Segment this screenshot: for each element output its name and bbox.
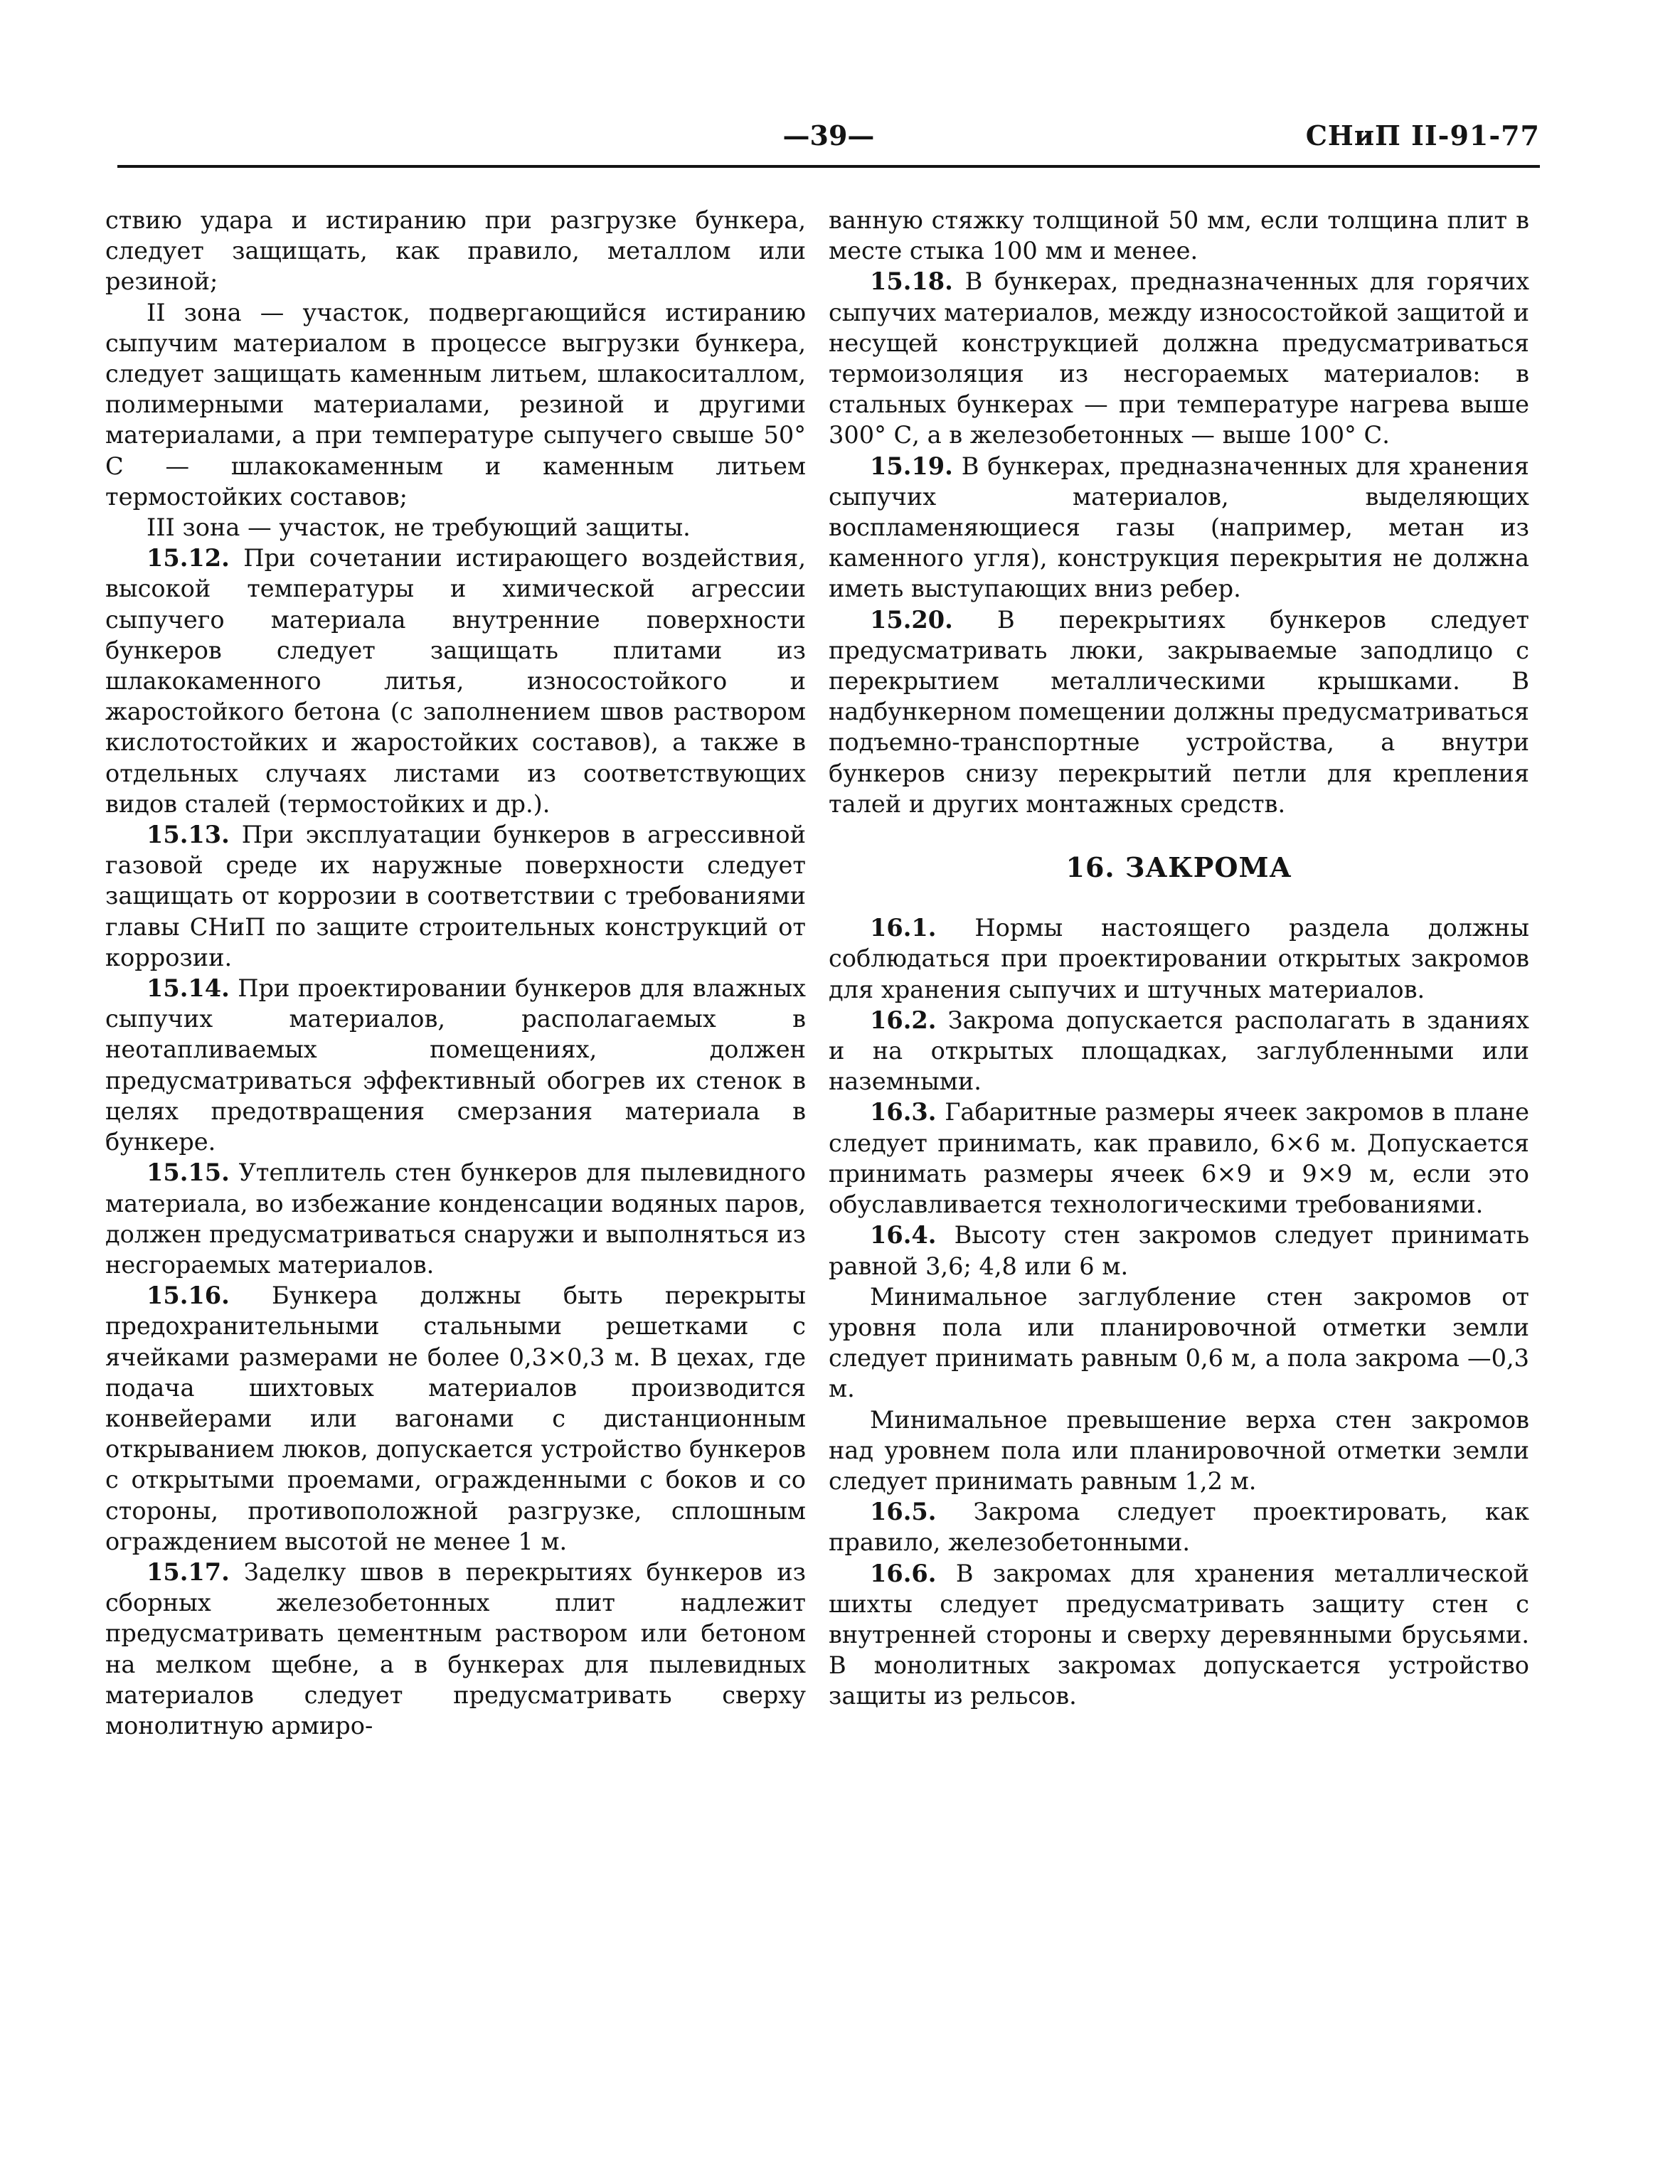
clause-text: Габаритные размеры ячеек закромов в плане следует принимать, как правило, 6×6 м. Допускается принимать размеры ячеек 6×9 и 9×9 м, если это обуславливается технологическими требованиями. bbox=[829, 1098, 1529, 1219]
clause-number: 15.12. bbox=[147, 543, 230, 572]
paragraph: Минимальное заглубление стен закромов от уровня пола или планировочной отметки земли следует принимать равным 0,6 м, а пола закрома —0,3 м. bbox=[829, 1282, 1529, 1403]
clause-number: 15.15. bbox=[147, 1158, 230, 1187]
clause-text: Бункера должны быть перекрыты предохранительными стальными решетками с ячейками размерами не более 0,3×0,3 м. В цехах, где подача шихтовых материалов производится конвейерами или вагонами с дистанционным открыванием люков, допускается устройство бункеров с открытыми проемами, огражденными с боков и со стороны, противоположной разгрузке, сплошным ограждением высотой не менее 1 м. bbox=[105, 1282, 806, 1555]
paragraph: III зона — участок, не требующий защиты. bbox=[147, 513, 691, 542]
clause-text: Заделку швов в перекрытиях бункеров из сборных железобетонных плит надлежит предусматривать цементным раствором или бетоном на мелком щебне, а в бункерах для пылевидных материалов следует предусматривать сверху монолитную армиро- bbox=[105, 1557, 806, 1740]
clause-number: 16.5. bbox=[870, 1497, 937, 1526]
clause-number: 15.18. bbox=[870, 267, 953, 296]
clause-number: 15.19. bbox=[870, 451, 953, 480]
clause-text: Нормы настоящего раздела должны соблюдаться при проектировании открытых закромов для хранения сыпучих и штучных материалов. bbox=[829, 914, 1529, 1003]
clause-15-14 bbox=[105, 973, 806, 1157]
clause-number: 15.16. bbox=[147, 1281, 230, 1310]
clause-15-13 bbox=[105, 819, 806, 973]
clause-16-5 bbox=[829, 1496, 1529, 1557]
clause-15-16 bbox=[105, 1280, 806, 1557]
clause-15-12 bbox=[105, 543, 806, 819]
clause-text: Закрома допускается располагать в зданиях и на открытых площадках, заглубленными или наземными. bbox=[829, 1006, 1529, 1096]
clause-number: 16.6. bbox=[870, 1558, 937, 1587]
clause-text: Высоту стен закромов следует принимать равной 3,6; 4,8 или 6 м. bbox=[829, 1221, 1529, 1280]
clause-16-2 bbox=[829, 1005, 1529, 1097]
clause-text: В бункерах, предназначенных для горячих сыпучих материалов, между износостойкой защитой и несущей конструкцией должна предусматриваться термоизоляция из несгораемых материалов: в стальных бункерах — при температуре нагрева выше 300° С, а в железобетонных — выше 100° С. bbox=[829, 267, 1529, 449]
section-title: 16. ЗАКРОМА bbox=[1065, 851, 1292, 884]
clause-number: 15.20. bbox=[870, 604, 953, 634]
clause-text: В бункерах, предназначенных для хранения сыпучих материалов, выделяющих воспламеняющиеся газы (например, метан из каменного угля), конструкция перекрытия не должна иметь выступающих вниз ребер. bbox=[829, 452, 1529, 603]
clause-text: При эксплуатации бункеров в агрессивной газовой среде их наружные поверхности следует защищать от коррозии в соответствии с требованиями главы СНиП по защите строительных конструкций от коррозии. bbox=[105, 821, 806, 971]
page-number: —39— bbox=[782, 119, 875, 151]
clause-number: 16.1. bbox=[870, 913, 937, 942]
header-rule bbox=[117, 165, 1540, 168]
clause-number: 16.4. bbox=[870, 1220, 937, 1250]
paragraph: ствию удара и истиранию при разгрузке бункера, следует защищать, как правило, металлом или резиной; bbox=[105, 206, 806, 296]
document-code: СНиП II-91-77 bbox=[1305, 119, 1540, 151]
left-column bbox=[105, 205, 806, 1741]
clause-number: 16.2. bbox=[870, 1005, 937, 1034]
clause-15-15 bbox=[105, 1157, 806, 1280]
clause-16-6 bbox=[829, 1558, 1529, 1712]
clause-16-3 bbox=[829, 1097, 1529, 1220]
clause-15-20 bbox=[829, 604, 1529, 819]
clause-15-17 bbox=[105, 1557, 806, 1741]
paragraph: Минимальное превышение верха стен закромов над уровнем пола или планировочной отметки земли следует принимать равным 1,2 м. bbox=[829, 1405, 1529, 1495]
clause-number: 16.3. bbox=[870, 1097, 937, 1126]
paragraph: ванную стяжку толщиной 50 мм, если толщина плит в месте стыка 100 мм и менее. bbox=[829, 206, 1529, 265]
clause-15-19 bbox=[829, 451, 1529, 604]
clause-text: Закрома следует проектировать, как правило, железобетонными. bbox=[829, 1498, 1529, 1557]
right-column bbox=[829, 205, 1529, 1712]
clause-text: В закромах для хранения металлической шихты следует предусматривать защиту стен с внутренней стороны и сверху деревянными брусьями. В монолитных закромах допускается устройство защиты из рельсов. bbox=[829, 1559, 1529, 1710]
clause-16-1 bbox=[829, 912, 1529, 1005]
clause-number: 15.14. bbox=[147, 974, 230, 1003]
clause-number: 15.13. bbox=[147, 820, 230, 849]
clause-16-4 bbox=[829, 1220, 1529, 1281]
clause-text: При проектировании бункеров для влажных сыпучих материалов, располагаемых в неотапливаемых помещениях, должен предусматриваться эффективный обогрев их стенок в целях предотвращения смерзания материала в бункере. bbox=[105, 974, 806, 1156]
clause-text: При сочетании истирающего воздействия, высокой температуры и химической агрессии сыпучего материала внутренние поверхности бункеров следует защищать плитами из шлакокаменного литья, износостойкого и жаростойкого бетона (с заполнением швов раствором кислотостойких и жаростойких составов), а также в отдельных случаях листами из соответствующих видов сталей (термостойких и др.). bbox=[105, 544, 806, 818]
clause-15-18 bbox=[829, 266, 1529, 450]
clause-text: Утеплитель стен бункеров для пылевидного материала, во избежание конденсации водяных паров, должен предусматриваться снаружи и выполняться из несгораемых материалов. bbox=[105, 1158, 806, 1279]
clause-text: В перекрытиях бункеров следует предусматривать люки, закрываемые заподлицо с перекрытием металлическими крышками. В надбункерном помещении должны предусматриваться подъемно-транспортные устройства, а внутри бункеров снизу перекрытий петли для крепления талей и других монтажных средств. bbox=[829, 605, 1529, 818]
paragraph: II зона — участок, подвергающийся истиранию сыпучим материалом в процессе выгрузки бункера, следует защищать каменным литьем, шлакоситаллом, полимерными материалами, резиной и другими материалами, а при температуре сыпучего свыше 50° С — шлакокаменным и каменным литьем термостойких составов; bbox=[105, 298, 806, 511]
clause-number: 15.17. bbox=[147, 1557, 230, 1586]
page-header bbox=[117, 119, 1540, 162]
